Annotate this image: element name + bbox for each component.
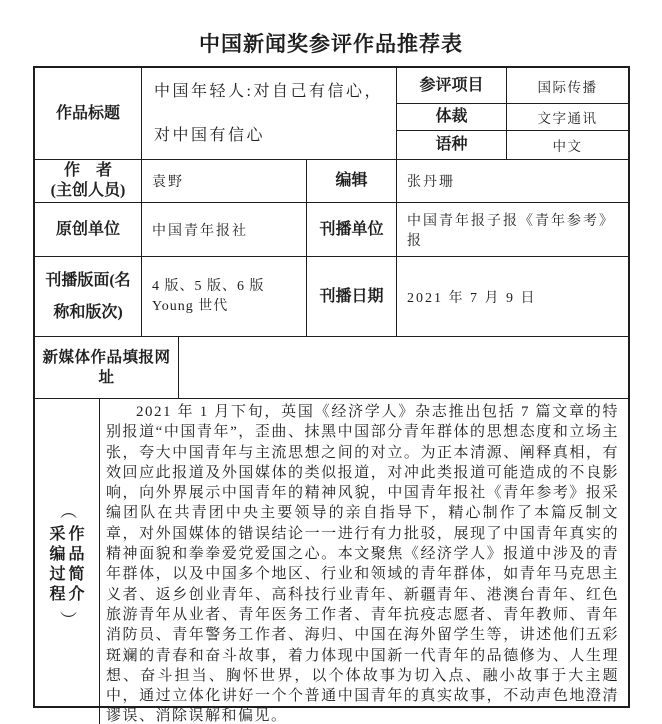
publish-date-value: 2021 年 7 月 9 日 — [407, 290, 537, 306]
genre-label: 体裁 — [397, 104, 507, 130]
work-title-line1: 中国年轻人:对自己有信心， — [154, 82, 383, 100]
publish-org-value: 中国青年报子报《青年参考》报 — [407, 213, 615, 249]
author-label — [35, 160, 142, 202]
new-media-url-label: 新媒体作品填报网址 — [35, 337, 179, 398]
publish-layout-label-line1: 刊播版面(名 — [45, 271, 131, 289]
editor-value: 张丹珊 — [407, 175, 455, 190]
entry-meta-subtable — [397, 68, 628, 159]
row-genre — [397, 104, 628, 131]
summary-label-row: 过简 — [49, 565, 88, 583]
work-title-label: 作品标题 — [35, 68, 142, 159]
entry-item-label: 参评项目 — [397, 68, 507, 103]
summary-label-paren-open: （ — [57, 501, 77, 519]
language-value: 中文 — [552, 139, 583, 154]
editor-label: 编辑 — [307, 160, 397, 202]
original-org-label: 原创单位 — [35, 203, 142, 256]
author-label-line2: (主创人员) — [50, 182, 126, 199]
summary-label-row: 程介 — [49, 585, 88, 603]
author-value: 袁野 — [142, 160, 307, 202]
work-title-value — [142, 68, 397, 159]
publish-layout-label — [35, 257, 142, 336]
author-label-line1: 作 者 — [63, 162, 112, 179]
summary-label-row: 采作 — [49, 525, 88, 543]
summary-label-paren-close: ） — [57, 610, 77, 628]
genre-value: 文字通讯 — [537, 111, 598, 126]
summary-paragraph: 2021 年 1 月下旬，英国《经济学人》杂志推出包括 7 篇文章的特别报道“中国青年”，歪曲、抹黑中国部分青年群体的思想态度和立场主张，夸大中国青年与主流思想之间的对立。为正本清源、阐释真相，有效回应此报道及外国媒体的类似报道，对冲此类报道可能造成的不良影响，向外界展示中国青年的精神风貌，中国青年报社《青年参考》报采编团队在共青团中央主要领导的亲自指导下，精心制作了本篇反制文章，对外国媒体的错误结论一一进行有力批驳，展现了中国青年真实的精神面貌和拳拳爱党爱国之心。本文聚焦《经济学人》报道中涉及的青年群体，以及中国多个地区、行业和领域的青年群体，如青年马克思主义者、返乡创业青年、高科技行业青年、新疆青年、港澳台青年、红色旅游青年从业者、青年医务工作者、青年抗疫志愿者、青年教师、青年消防员、青年警务工作者、海归、中国在海外留学生等，讲述他们五彩斑斓的青春和奋斗故事，着力体现中国新一代青年的品德修为、人生理想、奋斗担当、胸怀世界，以个体故事为切入点、融小故事于大主题中，通过立体化讲好一个个普通中国青年的真实故事，不动声色地澄清谬误、消除误解和偏见。 — [106, 404, 619, 724]
row-layout-date — [35, 257, 628, 337]
entry-item-value: 国际传播 — [537, 79, 598, 95]
summary-label — [35, 399, 100, 724]
recommendation-form-table — [33, 66, 630, 724]
work-title-line2: 对中国有信心 — [154, 126, 266, 144]
new-media-url-value — [179, 337, 628, 398]
row-orgs — [35, 203, 628, 257]
publish-date-label: 刊播日期 — [307, 257, 397, 336]
row-work-title — [35, 68, 628, 160]
publish-layout-label-line2: 称和版次) — [53, 303, 123, 321]
row-language — [397, 131, 628, 159]
row-author-editor — [35, 160, 628, 203]
row-entry-item — [397, 68, 628, 104]
row-summary — [35, 399, 628, 724]
summary-value — [100, 399, 628, 724]
summary-label-row: 编品 — [49, 545, 88, 563]
language-label: 语种 — [397, 131, 507, 159]
publish-org-label: 刊播单位 — [307, 203, 397, 256]
document-title: 中国新闻奖参评作品推荐表 — [199, 32, 463, 56]
row-new-media-url — [35, 337, 628, 399]
publish-layout-value: 4 版、5 版、6 版 Young 世代 — [142, 257, 307, 336]
original-org-value: 中国青年报社 — [142, 203, 307, 256]
